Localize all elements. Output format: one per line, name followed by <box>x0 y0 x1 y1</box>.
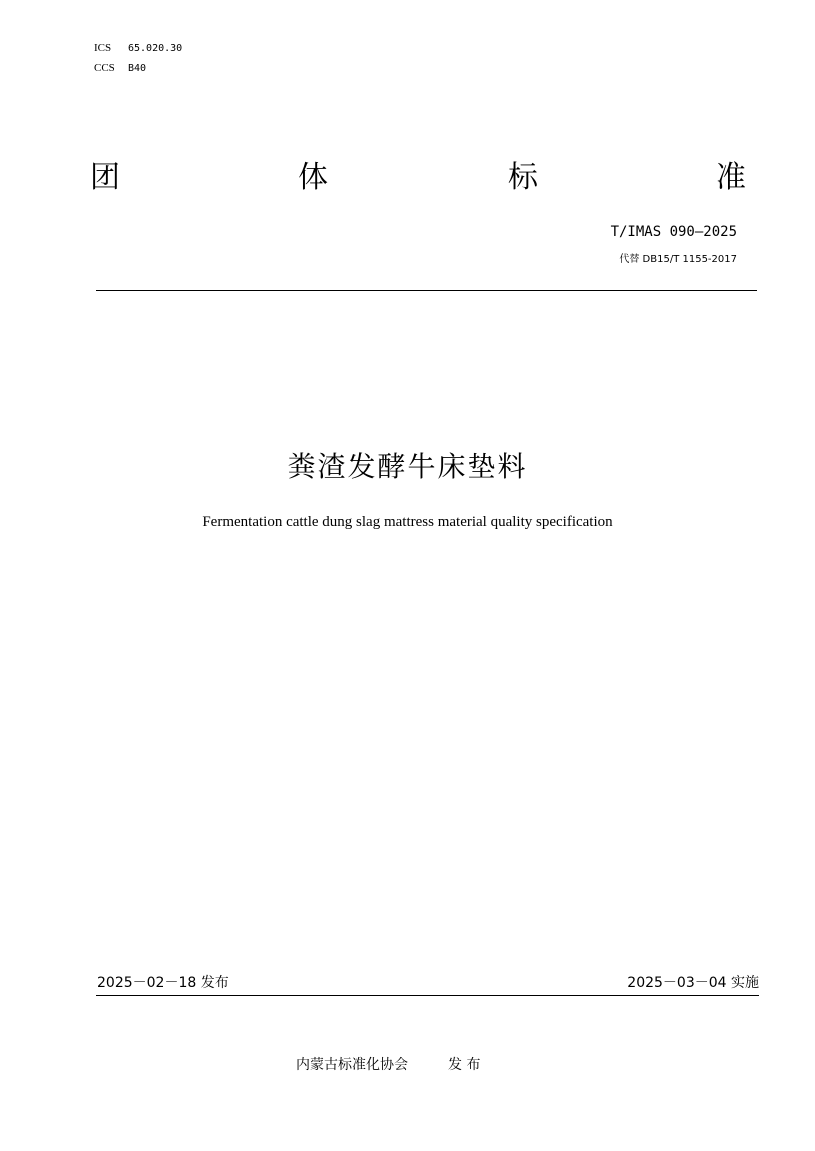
implementation-date: 2025－03－04 实施 <box>627 975 759 991</box>
standard-type-heading <box>90 158 750 198</box>
issue-date: 2025－02－18 发布 <box>97 975 229 991</box>
ccs-value: B40 <box>128 63 147 74</box>
standard-type-char: 体 <box>298 160 328 195</box>
document-title-english: Fermentation cattle dung slag mattress material quality specification <box>202 514 613 530</box>
standard-type-char: 团 <box>90 160 120 195</box>
ics-value: 65.020.30 <box>128 43 183 54</box>
standard-type-char: 准 <box>716 160 746 195</box>
standard-type-char: 标 <box>508 160 538 195</box>
ics-line <box>94 41 182 56</box>
ics-label: ICS <box>94 42 112 54</box>
publisher-line <box>296 1054 480 1074</box>
publisher-action: 发 布 <box>448 1057 481 1073</box>
standard-number: T/IMAS 090—2025 <box>610 224 737 240</box>
document-title: 粪渣发酵牛床垫料 <box>287 450 528 483</box>
ccs-label: CCS <box>94 62 115 74</box>
publisher-name: 内蒙古标准化协会 <box>296 1057 408 1073</box>
footer-divider <box>96 995 759 996</box>
replaces-standard: 代替 DB15/T 1155-2017 <box>619 254 737 265</box>
header-divider <box>96 290 757 291</box>
ccs-line <box>94 61 146 76</box>
